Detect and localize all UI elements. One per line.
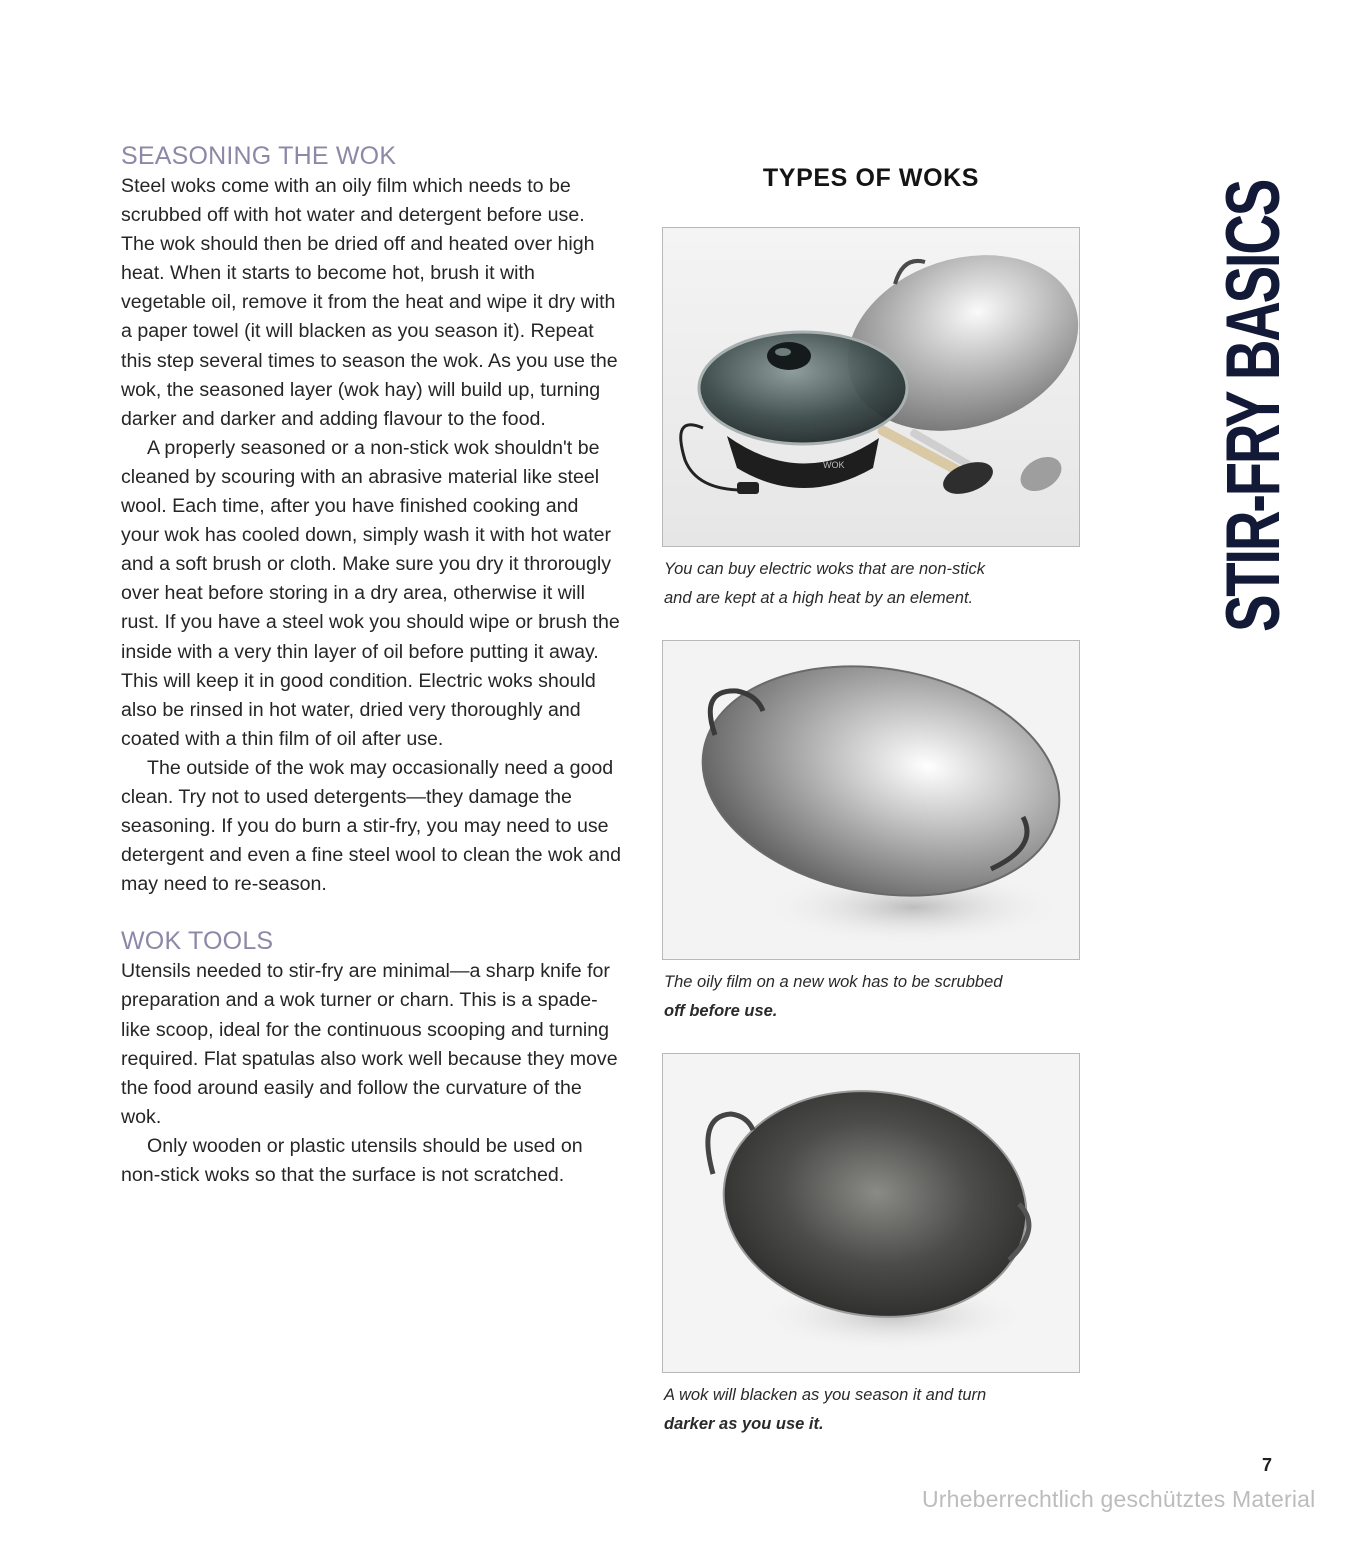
copyright-watermark: Urheberrechtlich geschütztes Material [922,1486,1316,1512]
caption-2-line-1: The oily film on a new wok has to be scrubbed [664,973,1003,991]
caption-3-line-2: darker as you use it. [664,1415,824,1433]
caption-1-line-2: and are kept at a high heat by an element. [664,589,974,607]
seasoning-paragraph-3: The outside of the wok may occasionally need a good clean. Try not to used detergents—they damage the seasoning. If you do burn a stir-fry, you may need to use detergent and even a fine steel wool to clean the wok and may need to re-season. [121,756,621,896]
left-column [121,140,621,1190]
seasoning-body [121,172,621,899]
wok-tools-paragraph-1: Utensils needed to stir-fry are minimal—a sharp knife for preparation and a wok turner or charn. This is a spade-like scoop, ideal for the continuous scooping and turning required. Flat spatulas also work well because they move the food around easily and follow the curvature of the wok. [121,960,618,1128]
caption-1-line-1: You can buy electric woks that are non-stick [664,560,985,578]
caption-seasoned-wok [664,1381,1076,1439]
appliance-label: WOK [823,460,845,470]
lid-knob [767,342,811,370]
types-of-woks-title: TYPES OF WOKS [762,164,980,192]
caption-3-line-1: A wok will blacken as you season it and turn [664,1386,987,1404]
wok-tools-body [121,957,621,1190]
electric-wok-photo [662,227,1080,547]
seasoning-paragraph-1: Steel woks come with an oily film which needs to be scrubbed off with hot water and detergent before use. The wok should then be dried off and heated over high heat. When it starts to become hot, brush it with vegetable oil, remove it from the heat and wipe it dry with a paper towel (it will blacken as you season it). Repeat this step several times to season the wok. As you use the wok, the seasoned layer (wok hay) will build up, turning darker and darker and adding flavour to the food. [121,175,618,430]
new-steel-wok-photo [662,640,1080,960]
seasoned-wok-photo [662,1053,1080,1373]
chapter-side-title-text: STIR-FRY BASICS [1211,180,1296,632]
wok-tools-paragraph-2: Only wooden or plastic utensils should be used on non-stick woks so that the surface is not scratched. [121,1134,583,1186]
seasoning-heading: SEASONING THE WOK [121,142,397,170]
page-number: 7 [1262,1455,1273,1475]
right-column [662,160,1080,1439]
chapter-side-title [1211,122,1296,632]
caption-2-line-2: off before use. [664,1002,778,1020]
seasoning-paragraph-2: A properly seasoned or a non-stick wok shouldn't be cleaned by scouring with an abrasive material like steel wool. Each time, after you have finished cooking and your wok has cooled down, simply wash it with hot water and a soft brush or cloth. Make sure you dry it throrougly over heat before storing in a dry area, otherwise it will rust. If you have a steel wok you should wipe or brush the inside with a very thin layer of oil before putting it away. This will keep it in good condition. Electric woks should also be rinsed in hot water, dried very thoroughly and coated with a thin film of oil after use. [121,436,620,750]
wok-tools-heading: WOK TOOLS [121,927,274,956]
caption-electric-wok [664,555,1076,613]
caption-new-wok [664,968,1076,1026]
